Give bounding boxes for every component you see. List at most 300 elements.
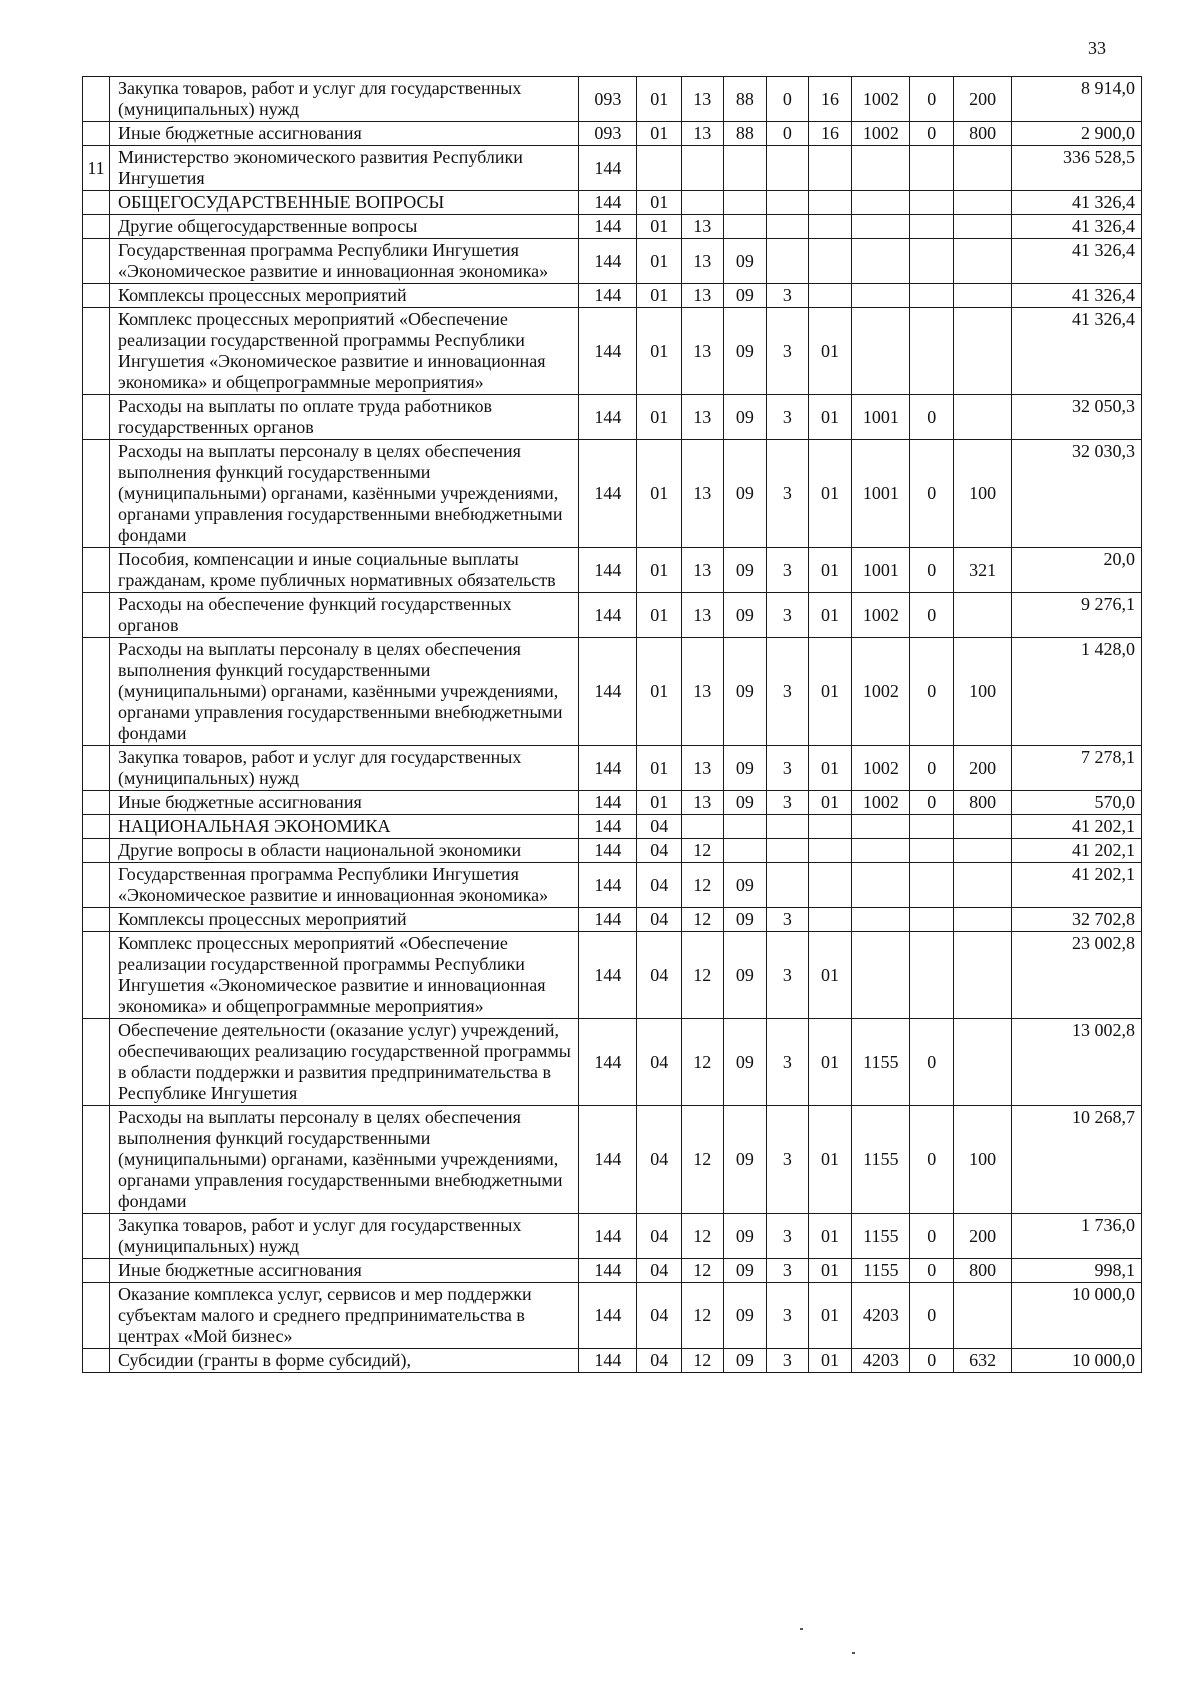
row-amount: 32 050,3 (1012, 395, 1142, 440)
code-cell-3: 13 (682, 638, 724, 746)
code-cell-6 (808, 146, 852, 191)
row-name: Комплексы процессных мероприятий (109, 908, 578, 932)
code-cell-4: 09 (723, 1214, 767, 1259)
row-number (83, 284, 110, 308)
table-row (83, 1283, 1142, 1349)
row-name: Расходы на выплаты по оплате труда работников государственных органов (109, 395, 578, 440)
code-cell-6 (808, 239, 852, 284)
table-row (83, 863, 1142, 908)
code-cell-3: 13 (682, 395, 724, 440)
code-cell-8: 0 (910, 1259, 954, 1283)
code-cell-8 (910, 284, 954, 308)
code-cell-1: 144 (579, 215, 637, 239)
code-cell-4: 09 (723, 284, 767, 308)
code-cell-7: 1002 (852, 746, 910, 791)
table-row (83, 593, 1142, 638)
code-cell-1: 144 (579, 638, 637, 746)
code-cell-8: 0 (910, 395, 954, 440)
code-cell-6 (808, 215, 852, 239)
row-amount: 20,0 (1012, 548, 1142, 593)
row-name: Обеспечение деятельности (оказание услуг) учреждений, обеспечивающих реализацию государственной программы в области поддержки и развития предпринимательства в Республике Ингушетия (109, 1019, 578, 1106)
code-cell-7 (852, 839, 910, 863)
code-cell-7: 1002 (852, 638, 910, 746)
code-cell-2 (637, 146, 682, 191)
row-name: Субсидии (гранты в форме субсидий), (109, 1349, 578, 1373)
code-cell-4: 09 (723, 593, 767, 638)
code-cell-6: 01 (808, 593, 852, 638)
code-cell-6: 01 (808, 548, 852, 593)
code-cell-5: 3 (767, 395, 809, 440)
row-amount: 10 000,0 (1012, 1283, 1142, 1349)
row-name: Комплекс процессных мероприятий «Обеспечение реализации государственной программы Республики Ингушетия «Экономическое развитие и инновационная экономика» и общепрограммные мероприятия» (109, 308, 578, 395)
row-number (83, 1259, 110, 1283)
code-cell-2: 01 (637, 308, 682, 395)
row-number (83, 548, 110, 593)
code-cell-5: 3 (767, 932, 809, 1019)
row-amount: 10 000,0 (1012, 1349, 1142, 1373)
code-cell-5: 3 (767, 1106, 809, 1214)
row-name: Министерство экономического развития Республики Ингушетия (109, 146, 578, 191)
code-cell-5 (767, 146, 809, 191)
row-name: Иные бюджетные ассигнования (109, 791, 578, 815)
row-amount: 41 326,4 (1012, 308, 1142, 395)
table-row (83, 908, 1142, 932)
scan-speck (852, 1652, 855, 1654)
code-cell-4: 09 (723, 791, 767, 815)
table-row (83, 215, 1142, 239)
code-cell-7: 1002 (852, 791, 910, 815)
code-cell-4: 09 (723, 1019, 767, 1106)
row-amount: 23 002,8 (1012, 932, 1142, 1019)
code-cell-9 (954, 395, 1012, 440)
code-cell-1: 144 (579, 284, 637, 308)
code-cell-2: 01 (637, 191, 682, 215)
code-cell-2: 04 (637, 908, 682, 932)
row-name: Расходы на выплаты персоналу в целях обеспечения выполнения функций государственными (муниципальными) органами, казёнными учреждениями, органами управления государственными внебюджетными фондами (109, 1106, 578, 1214)
code-cell-3: 12 (682, 1259, 724, 1283)
code-cell-3 (682, 191, 724, 215)
code-cell-1: 144 (579, 239, 637, 284)
row-amount: 1 736,0 (1012, 1214, 1142, 1259)
code-cell-3: 13 (682, 215, 724, 239)
scan-speck (800, 1628, 803, 1630)
code-cell-3: 12 (682, 1019, 724, 1106)
code-cell-2: 01 (637, 77, 682, 122)
table-row (83, 1214, 1142, 1259)
code-cell-7 (852, 284, 910, 308)
code-cell-7: 1001 (852, 548, 910, 593)
code-cell-8 (910, 932, 954, 1019)
code-cell-2: 01 (637, 440, 682, 548)
code-cell-7: 1155 (852, 1259, 910, 1283)
code-cell-1: 093 (579, 122, 637, 146)
code-cell-7: 1001 (852, 440, 910, 548)
code-cell-7: 1155 (852, 1106, 910, 1214)
code-cell-3: 12 (682, 1349, 724, 1373)
table-row (83, 746, 1142, 791)
code-cell-4: 09 (723, 932, 767, 1019)
row-number (83, 308, 110, 395)
code-cell-6 (808, 284, 852, 308)
code-cell-3 (682, 815, 724, 839)
code-cell-9 (954, 932, 1012, 1019)
code-cell-3: 13 (682, 122, 724, 146)
code-cell-5 (767, 239, 809, 284)
row-number (83, 839, 110, 863)
row-name: Закупка товаров, работ и услуг для государственных (муниципальных) нужд (109, 77, 578, 122)
code-cell-3: 13 (682, 440, 724, 548)
row-amount: 41 326,4 (1012, 239, 1142, 284)
code-cell-2: 01 (637, 746, 682, 791)
table-row (83, 548, 1142, 593)
code-cell-9: 800 (954, 122, 1012, 146)
code-cell-5: 3 (767, 638, 809, 746)
table-row (83, 1349, 1142, 1373)
row-amount: 9 276,1 (1012, 593, 1142, 638)
code-cell-7 (852, 932, 910, 1019)
code-cell-7 (852, 815, 910, 839)
code-cell-6 (808, 908, 852, 932)
code-cell-9: 200 (954, 1214, 1012, 1259)
code-cell-2: 01 (637, 791, 682, 815)
code-cell-2: 04 (637, 1283, 682, 1349)
code-cell-3: 12 (682, 839, 724, 863)
code-cell-4: 09 (723, 308, 767, 395)
code-cell-2: 01 (637, 548, 682, 593)
code-cell-4: 09 (723, 1349, 767, 1373)
code-cell-8: 0 (910, 791, 954, 815)
code-cell-5: 0 (767, 122, 809, 146)
code-cell-4: 09 (723, 239, 767, 284)
code-cell-2: 04 (637, 1349, 682, 1373)
row-number (83, 746, 110, 791)
code-cell-7 (852, 146, 910, 191)
code-cell-8: 0 (910, 548, 954, 593)
code-cell-6: 01 (808, 1349, 852, 1373)
row-amount: 32 702,8 (1012, 908, 1142, 932)
row-number (83, 593, 110, 638)
code-cell-4 (723, 146, 767, 191)
code-cell-4 (723, 191, 767, 215)
code-cell-8: 0 (910, 593, 954, 638)
code-cell-8: 0 (910, 1349, 954, 1373)
budget-table (82, 76, 1142, 1373)
row-number (83, 863, 110, 908)
row-amount: 2 900,0 (1012, 122, 1142, 146)
code-cell-1: 144 (579, 440, 637, 548)
code-cell-7: 1155 (852, 1214, 910, 1259)
code-cell-9 (954, 863, 1012, 908)
row-number (83, 791, 110, 815)
code-cell-1: 144 (579, 548, 637, 593)
code-cell-3: 13 (682, 239, 724, 284)
code-cell-9 (954, 308, 1012, 395)
code-cell-6: 16 (808, 77, 852, 122)
row-number (83, 122, 110, 146)
code-cell-8: 0 (910, 440, 954, 548)
code-cell-1: 144 (579, 593, 637, 638)
code-cell-4: 09 (723, 908, 767, 932)
table-row (83, 1019, 1142, 1106)
row-name: ОБЩЕГОСУДАРСТВЕННЫЕ ВОПРОСЫ (109, 191, 578, 215)
code-cell-6: 01 (808, 1283, 852, 1349)
code-cell-1: 144 (579, 1019, 637, 1106)
code-cell-6 (808, 191, 852, 215)
code-cell-7: 1155 (852, 1019, 910, 1106)
code-cell-2: 01 (637, 593, 682, 638)
code-cell-1: 144 (579, 908, 637, 932)
row-amount: 13 002,8 (1012, 1019, 1142, 1106)
code-cell-1: 144 (579, 1106, 637, 1214)
row-name: Иные бюджетные ассигнования (109, 122, 578, 146)
row-amount: 41 326,4 (1012, 215, 1142, 239)
code-cell-3: 12 (682, 932, 724, 1019)
table-row (83, 308, 1142, 395)
code-cell-8: 0 (910, 77, 954, 122)
row-amount: 41 202,1 (1012, 839, 1142, 863)
code-cell-2: 04 (637, 863, 682, 908)
row-name: Закупка товаров, работ и услуг для государственных (муниципальных) нужд (109, 1214, 578, 1259)
table-row (83, 815, 1142, 839)
row-amount: 41 326,4 (1012, 191, 1142, 215)
code-cell-8 (910, 191, 954, 215)
code-cell-8 (910, 215, 954, 239)
code-cell-4: 09 (723, 638, 767, 746)
row-name: Расходы на выплаты персоналу в целях обеспечения выполнения функций государственными (муниципальными) органами, казёнными учреждениями, органами управления государственными внебюджетными фондами (109, 638, 578, 746)
code-cell-2: 01 (637, 284, 682, 308)
code-cell-1: 144 (579, 1214, 637, 1259)
code-cell-9 (954, 146, 1012, 191)
code-cell-1: 144 (579, 308, 637, 395)
code-cell-7: 4203 (852, 1283, 910, 1349)
code-cell-5: 3 (767, 1019, 809, 1106)
code-cell-4 (723, 815, 767, 839)
row-name: Оказание комплекса услуг, сервисов и мер поддержки субъектам малого и среднего предпринимательства в центрах «Мой бизнес» (109, 1283, 578, 1349)
code-cell-4: 09 (723, 1106, 767, 1214)
code-cell-3: 12 (682, 1214, 724, 1259)
code-cell-6: 01 (808, 440, 852, 548)
table-row (83, 638, 1142, 746)
code-cell-8: 0 (910, 1019, 954, 1106)
code-cell-9 (954, 593, 1012, 638)
code-cell-4: 09 (723, 746, 767, 791)
row-amount: 570,0 (1012, 791, 1142, 815)
code-cell-1: 144 (579, 932, 637, 1019)
code-cell-8 (910, 908, 954, 932)
row-name: Иные бюджетные ассигнования (109, 1259, 578, 1283)
row-amount: 8 914,0 (1012, 77, 1142, 122)
code-cell-2: 04 (637, 1106, 682, 1214)
row-name: Комплекс процессных мероприятий «Обеспечение реализации государственной программы Республики Ингушетия «Экономическое развитие и инновационная экономика» и общепрограммные мероприятия» (109, 932, 578, 1019)
code-cell-9: 321 (954, 548, 1012, 593)
code-cell-4: 09 (723, 1283, 767, 1349)
code-cell-6: 01 (808, 638, 852, 746)
code-cell-9: 800 (954, 1259, 1012, 1283)
row-amount: 1 428,0 (1012, 638, 1142, 746)
code-cell-7 (852, 239, 910, 284)
code-cell-4: 09 (723, 440, 767, 548)
table-row (83, 440, 1142, 548)
row-name: Пособия, компенсации и иные социальные выплаты гражданам, кроме публичных нормативных обязательств (109, 548, 578, 593)
code-cell-7: 1002 (852, 77, 910, 122)
code-cell-2: 04 (637, 1214, 682, 1259)
code-cell-2: 04 (637, 932, 682, 1019)
code-cell-1: 144 (579, 191, 637, 215)
code-cell-4: 09 (723, 548, 767, 593)
code-cell-8 (910, 839, 954, 863)
row-number (83, 395, 110, 440)
code-cell-2: 04 (637, 839, 682, 863)
code-cell-3: 13 (682, 308, 724, 395)
code-cell-1: 144 (579, 746, 637, 791)
code-cell-5: 3 (767, 1214, 809, 1259)
code-cell-5 (767, 839, 809, 863)
code-cell-1: 144 (579, 839, 637, 863)
code-cell-3: 13 (682, 548, 724, 593)
row-name: Другие вопросы в области национальной экономики (109, 839, 578, 863)
code-cell-2: 01 (637, 122, 682, 146)
row-number (83, 932, 110, 1019)
code-cell-9: 200 (954, 77, 1012, 122)
row-number (83, 440, 110, 548)
page-number: 33 (1088, 38, 1106, 58)
code-cell-6: 01 (808, 1106, 852, 1214)
code-cell-5: 3 (767, 548, 809, 593)
row-number (83, 1283, 110, 1349)
code-cell-8 (910, 146, 954, 191)
code-cell-1: 144 (579, 1259, 637, 1283)
row-number (83, 215, 110, 239)
code-cell-9 (954, 191, 1012, 215)
code-cell-9 (954, 908, 1012, 932)
code-cell-6: 16 (808, 122, 852, 146)
code-cell-6: 01 (808, 932, 852, 1019)
code-cell-7: 1002 (852, 593, 910, 638)
code-cell-3: 13 (682, 791, 724, 815)
code-cell-5: 0 (767, 77, 809, 122)
code-cell-4: 09 (723, 1259, 767, 1283)
code-cell-4: 88 (723, 122, 767, 146)
code-cell-2: 01 (637, 239, 682, 284)
row-number (83, 191, 110, 215)
code-cell-4 (723, 839, 767, 863)
code-cell-2: 01 (637, 638, 682, 746)
table-row (83, 239, 1142, 284)
code-cell-3: 13 (682, 746, 724, 791)
code-cell-5 (767, 215, 809, 239)
row-amount: 41 202,1 (1012, 815, 1142, 839)
code-cell-2: 04 (637, 815, 682, 839)
table-row (83, 191, 1142, 215)
code-cell-6 (808, 815, 852, 839)
row-name: НАЦИОНАЛЬНАЯ ЭКОНОМИКА (109, 815, 578, 839)
row-number (83, 77, 110, 122)
row-number (83, 638, 110, 746)
row-number (83, 1106, 110, 1214)
code-cell-6: 01 (808, 746, 852, 791)
table-row (83, 791, 1142, 815)
table-row (83, 839, 1142, 863)
code-cell-8: 0 (910, 1106, 954, 1214)
code-cell-3: 13 (682, 284, 724, 308)
code-cell-9 (954, 839, 1012, 863)
code-cell-1: 144 (579, 815, 637, 839)
code-cell-6 (808, 839, 852, 863)
table-row (83, 395, 1142, 440)
code-cell-1: 144 (579, 791, 637, 815)
code-cell-1: 144 (579, 146, 637, 191)
code-cell-7: 4203 (852, 1349, 910, 1373)
code-cell-1: 144 (579, 1283, 637, 1349)
code-cell-7 (852, 215, 910, 239)
row-name: Государственная программа Республики Ингушетия «Экономическое развитие и инновационная экономика» (109, 863, 578, 908)
code-cell-9: 100 (954, 440, 1012, 548)
code-cell-3: 12 (682, 863, 724, 908)
code-cell-9: 100 (954, 638, 1012, 746)
code-cell-6 (808, 863, 852, 908)
row-number (83, 815, 110, 839)
code-cell-9: 200 (954, 746, 1012, 791)
code-cell-5: 3 (767, 440, 809, 548)
code-cell-7: 1001 (852, 395, 910, 440)
row-amount: 10 268,7 (1012, 1106, 1142, 1214)
row-number (83, 1349, 110, 1373)
row-amount: 41 202,1 (1012, 863, 1142, 908)
table-row (83, 146, 1142, 191)
code-cell-8 (910, 863, 954, 908)
code-cell-8 (910, 239, 954, 284)
code-cell-3: 13 (682, 77, 724, 122)
code-cell-5: 3 (767, 308, 809, 395)
code-cell-4: 09 (723, 395, 767, 440)
row-number (83, 1019, 110, 1106)
table-row (83, 122, 1142, 146)
row-name: Комплексы процессных мероприятий (109, 284, 578, 308)
code-cell-6: 01 (808, 1259, 852, 1283)
table-row (83, 284, 1142, 308)
code-cell-5: 3 (767, 1349, 809, 1373)
row-number (83, 1214, 110, 1259)
code-cell-9 (954, 215, 1012, 239)
code-cell-6: 01 (808, 791, 852, 815)
code-cell-8: 0 (910, 638, 954, 746)
row-number (83, 239, 110, 284)
code-cell-5: 3 (767, 1259, 809, 1283)
code-cell-8: 0 (910, 122, 954, 146)
code-cell-5: 3 (767, 746, 809, 791)
code-cell-5: 3 (767, 791, 809, 815)
code-cell-6: 01 (808, 1019, 852, 1106)
code-cell-3: 13 (682, 593, 724, 638)
code-cell-5: 3 (767, 1283, 809, 1349)
table-row (83, 1259, 1142, 1283)
row-name: Расходы на выплаты персоналу в целях обеспечения выполнения функций государственными (муниципальными) органами, казёнными учреждениями, органами управления государственными внебюджетными фондами (109, 440, 578, 548)
code-cell-5 (767, 191, 809, 215)
row-name: Расходы на обеспечение функций государственных органов (109, 593, 578, 638)
code-cell-3: 12 (682, 1283, 724, 1349)
code-cell-9: 632 (954, 1349, 1012, 1373)
code-cell-2: 04 (637, 1019, 682, 1106)
code-cell-9 (954, 1283, 1012, 1349)
row-amount: 32 030,3 (1012, 440, 1142, 548)
code-cell-5: 3 (767, 908, 809, 932)
code-cell-6: 01 (808, 1214, 852, 1259)
code-cell-4: 09 (723, 863, 767, 908)
code-cell-1: 144 (579, 395, 637, 440)
code-cell-3: 12 (682, 1106, 724, 1214)
row-name: Закупка товаров, работ и услуг для государственных (муниципальных) нужд (109, 746, 578, 791)
code-cell-7 (852, 863, 910, 908)
